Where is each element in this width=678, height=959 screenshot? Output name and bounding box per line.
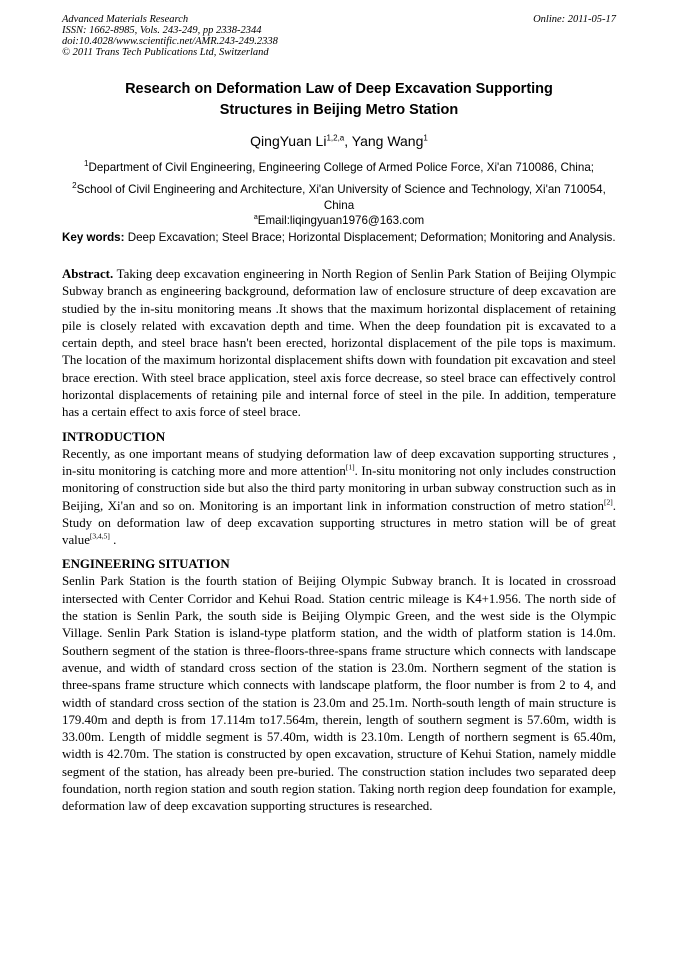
issn-line: ISSN: 1662-8985, Vols. 243-249, pp 2338-2344	[62, 25, 262, 36]
author-list	[62, 132, 616, 150]
paragraph-text: .	[109, 533, 117, 548]
journal-header	[62, 14, 616, 58]
abstract-label: Abstract.	[62, 267, 114, 281]
document-page	[62, 14, 616, 816]
title-line-1: Research on Deformation Law of Deep Excavation Supporting	[125, 81, 553, 97]
abstract	[62, 266, 616, 422]
engineering-situation-paragraph	[62, 573, 616, 815]
paragraph-text: . Study on deformation law of deep excavation supporting structures in metro station will be of great value	[62, 498, 616, 548]
journal-name: Advanced Materials Research	[62, 14, 189, 25]
online-date: Online: 2011-05-17	[533, 14, 616, 25]
section-heading-introduction: INTRODUCTION	[62, 429, 166, 444]
email-text: Email:liqingyuan1976@163.com	[257, 214, 425, 227]
affiliation-mark: 1	[84, 159, 89, 169]
introduction-paragraph	[62, 446, 616, 550]
keywords-label: Key words:	[62, 231, 125, 244]
copyright-line: © 2011 Trans Tech Publications Ltd, Switzerland	[62, 47, 269, 58]
affiliation-mark: 2	[72, 181, 77, 191]
citation-mark: [3,4,5]	[89, 531, 110, 541]
author-affiliation-mark: 1,2,a	[326, 133, 345, 143]
title-line-2: Structures in Beijing Metro Station	[219, 102, 459, 118]
paragraph-text: Senlin Park Station is the fourth station of Beijing Olympic Subway branch. It is located in crossroad intersected with Center Corridor and Kehui Road. Station centric mileage is K4+1.956. The north side of the station is Senlin Park, the south side is Beijing Olympic Green, and the west side is the Olympic Village. Senlin Park Station is island-type platform station, and the width of platform station is 14.0m. Southern segment of the station is three-floors-three-spans frame structure which connects with landscape avenue, and width of standard cross section of the station is 23.0m. Northern segment of the station is three-spans frame structure which connects with landscape platform, the floor number is from 2 to 4, and width of standard cross section of the station is 23.0m and 25.1m. North-south length of main structure is 179.40m and depth is from 17.114m to17.564m, therein, length of southern segment is 57.60m, width is 33.00m. Length of middle segment is 57.40m, width is 23.10m. Length of northern segment is 65.40m, width is 42.70m. The station is constructed by open excavation, structure of Kehui Station, namely middle segment of the station, has already been pre-buried. The construction station includes two separated deep foundation, north region station and south region station. Taking north region deep foundation for example, deformation law of deep excavation supporting structures is researched.	[62, 574, 616, 814]
author-affiliation-mark: 1	[423, 133, 428, 143]
section-heading-engineering-situation: ENGINEERING SITUATION	[62, 557, 230, 572]
affiliation-text: Department of Civil Engineering, Engineering College of Armed Police Force, Xi'an 710086, China;	[88, 161, 594, 174]
author-name: QingYuan Li	[250, 133, 327, 149]
doi-line: doi:10.4028/www.scientific.net/AMR.243-249.2338	[62, 36, 278, 47]
abstract-text: Taking deep excavation engineering in North Region of Senlin Park Station of Beijing Olympic Subway branch as engineering background, deformation law of enclosure structure of deep excavation are studied by the in-situ monitoring means .It shows that the maximum horizontal displacement of retaining pile is closely related with excavation depth and time. When the deep foundation pit is excavated to a certain depth, and steel brace hasn't been erected, horizontal displacement of the pile tops is maximum. The location of the maximum horizontal displacement shifts down with foundation pit excavation and steel brace erection. With steel brace application, steel axis force decrease, so steel brace can effectively control horizontal displacements of retaining pile and internal force of steel in the pile. In addition, temperature has a certain effect to axis force of steel brace.	[62, 267, 616, 420]
contact-email	[62, 214, 616, 228]
author-separator: ,	[344, 133, 352, 149]
affiliation-text: School of Civil Engineering and Architecture, Xi'an University of Science and Technology, Xi'an 710054, China	[76, 183, 606, 212]
affiliation-2	[62, 182, 616, 214]
keywords	[62, 229, 616, 246]
author-name: Yang Wang	[351, 133, 424, 149]
paragraph-text: . In-situ monitoring not only includes construction monitoring of construction side but also the third party monitoring in urban subway construction such as in Beijing, Xi'an and so on. Monitoring is an important link in information construction of metro station	[62, 463, 616, 513]
affiliation-1	[62, 160, 616, 176]
paper-title	[62, 79, 616, 121]
email-mark: a	[253, 214, 258, 222]
citation-mark: [1]	[345, 462, 355, 472]
paragraph-text: Recently, as one important means of studying deformation law of deep excavation supporting structures , in-situ monitoring is catching more and more attention	[62, 446, 616, 478]
citation-mark: [2]	[604, 497, 613, 507]
keywords-text: Deep Excavation; Steel Brace; Horizontal Displacement; Deformation; Monitoring and Analysis.	[124, 231, 616, 244]
